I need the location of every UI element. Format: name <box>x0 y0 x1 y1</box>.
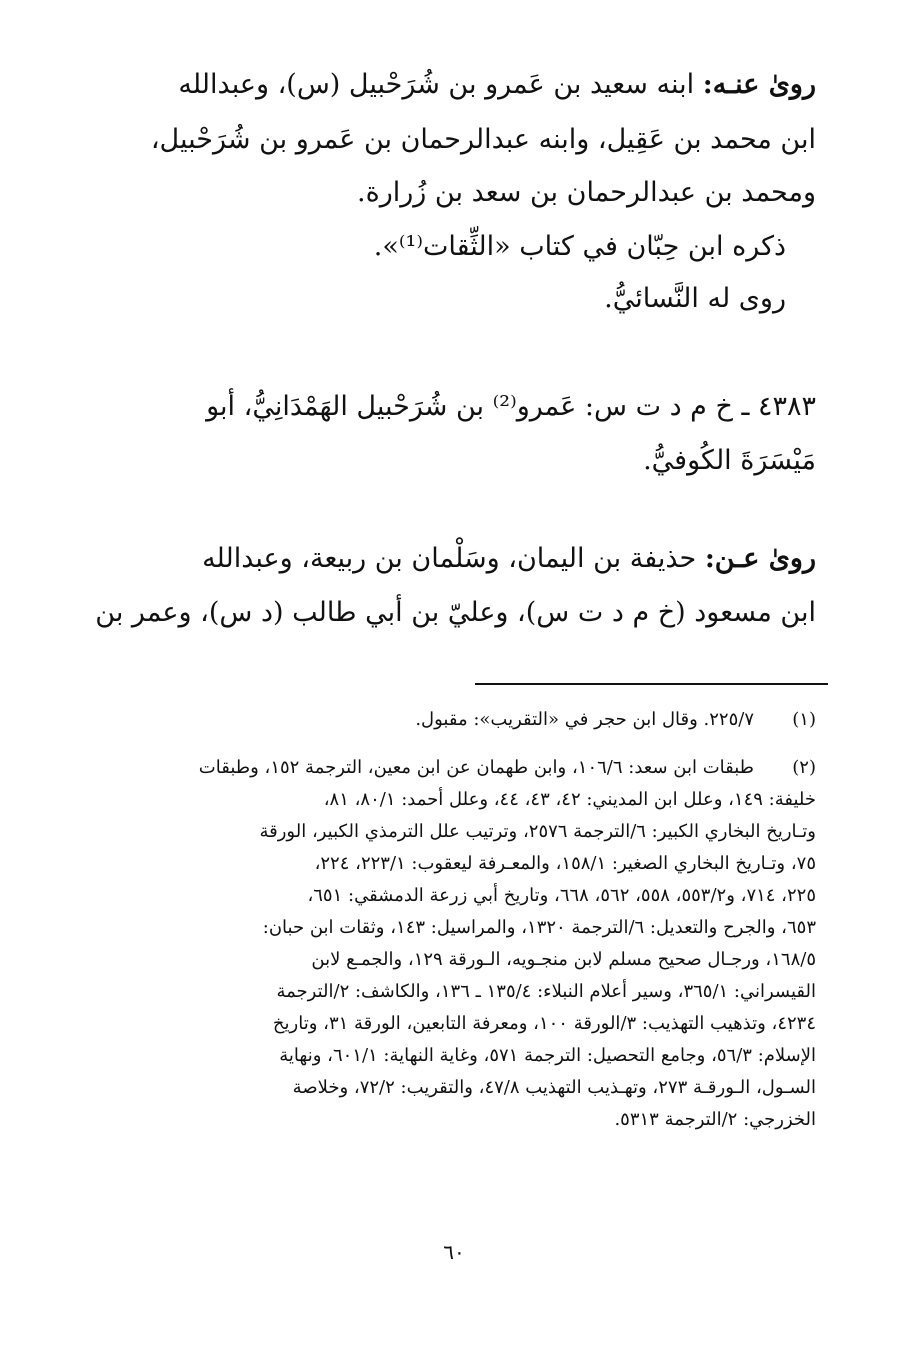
main-line-text: ومحمد بن عبدالرحمان بن سعد بن زُرارة. <box>357 177 816 208</box>
main-line-4 <box>92 220 786 274</box>
main-line-text: ابن مسعود (خ م د ت س)، وعليّ بن أبي طالب (د س)، وعمر بن <box>95 597 816 628</box>
main-line-text: روى له النَّسائيُّ. <box>604 283 786 314</box>
footnote-text: ٦٥٣، والجرح والتعديل: ٦/الترجمة ١٣٢٠، والمراسيل: ١٤٣، وثقات ابن حبان: <box>262 917 816 938</box>
rawa-an-line-1 <box>92 532 816 586</box>
footnote-text: الإسلام: ٥٦/٣، وجامع التحصيل: الترجمة ٥٧١، وغاية النهاية: ٦٠١/١، ونهاية <box>279 1045 816 1066</box>
footnote-text: القيسراني: ٣٦٥/١، وسير أعلام النبلاء: ١٣٥/٤ ـ ١٣٦، والكاشف: ٢/الترجمة <box>276 981 816 1002</box>
main-line-text: حذيفة بن اليمان، وسَلْمان بن ربيعة، وعبدالله <box>202 543 697 574</box>
rawa-an-line-2 <box>92 586 816 640</box>
footnote-text: ١٦٨/٥، ورجـال صحيح مسلم لابن منجـويه، الـورقة ١٢٩، والجمـع لابن <box>311 949 816 970</box>
footnote-text: الخزرجي: ٢/الترجمة ٥٣١٣. <box>614 1109 816 1130</box>
rawa-anhu-label: رویٰ عنـه: <box>702 69 816 100</box>
rawa-an-label: رویٰ عـن: <box>704 543 816 574</box>
footnote-separator <box>475 683 828 685</box>
entry-heading-text: ٤٣٨٣ ـ خ م د ت س: عَمرو⁽²⁾ بن شُرَحْبيل الهَمْدَانِيُّ، أبو <box>206 391 816 422</box>
footnote-number: (١) <box>792 709 816 730</box>
main-line-3 <box>92 166 816 220</box>
entry-heading-line-2 <box>92 434 816 488</box>
footnote-text: ٤٢٣٤، وتذهيب التهذيب: ٣/الورقة ١٠٠، ومعرفة التابعين، الورقة ٣١، وتاريخ <box>272 1013 816 1034</box>
main-line-text: ابن محمد بن عَقِيل، وابنه عبدالرحمان بن عَمرو بن شُرَحْبيل، <box>150 124 816 155</box>
footnote-number: (٢) <box>792 757 816 778</box>
page-number: ٦٠ <box>443 1240 465 1264</box>
main-line-1 <box>92 58 816 112</box>
footnote-text: ٢٢٥/٧. وقال ابن حجر في «التقريب»: مقبول. <box>415 709 754 730</box>
entry-heading-line-1 <box>92 380 816 434</box>
footnote-text: السـول، الـورقـة ٢٧٣، وتهـذيب التهذيب ٤٧/٨، والتقريب: ٧٢/٢، وخلاصة <box>292 1077 816 1098</box>
footnote-text: خليفة: ١٤٩، وعلل ابن المديني: ٤٢، ٤٣، ٤٤، وعلل أحمد: ٨٠/١، ٨١، <box>323 789 816 810</box>
main-line-5 <box>92 272 786 326</box>
main-line-text: ذكره ابن حِبّان في كتاب «الثِّقات⁽¹⁾». <box>373 231 786 262</box>
footnote-text: طبقات ابن سعد: ١٠٦/٦، وابن طهمان عن ابن معين، الترجمة ١٥٢، وطبقات <box>198 757 754 778</box>
footnote-text: وتـاريخ البخاري الكبير: ٦/الترجمة ٢٥٧٦، وترتيب علل الترمذي الكبير، الورقة <box>259 821 816 842</box>
entry-heading-text: مَيْسَرَةَ الكُوفيُّ. <box>643 445 816 476</box>
main-line-2 <box>92 113 816 167</box>
footnote-text: ٧٥، وتـاريخ البخاري الصغير: ١٥٨/١، والمعـرفة ليعقوب: ٢٢٣/١، ٢٢٤، <box>314 853 816 874</box>
main-line-text: ابنه سعيد بن عَمرو بن شُرَحْبيل (س)، وعبدالله <box>178 69 695 100</box>
footnote-text: ٢٢٥، ٧١٤، و٥٥٣/٢، ٥٥٨، ٥٦٢، ٦٦٨، وتاريخ أبي زرعة الدمشقي: ٦٥١، <box>307 885 816 906</box>
